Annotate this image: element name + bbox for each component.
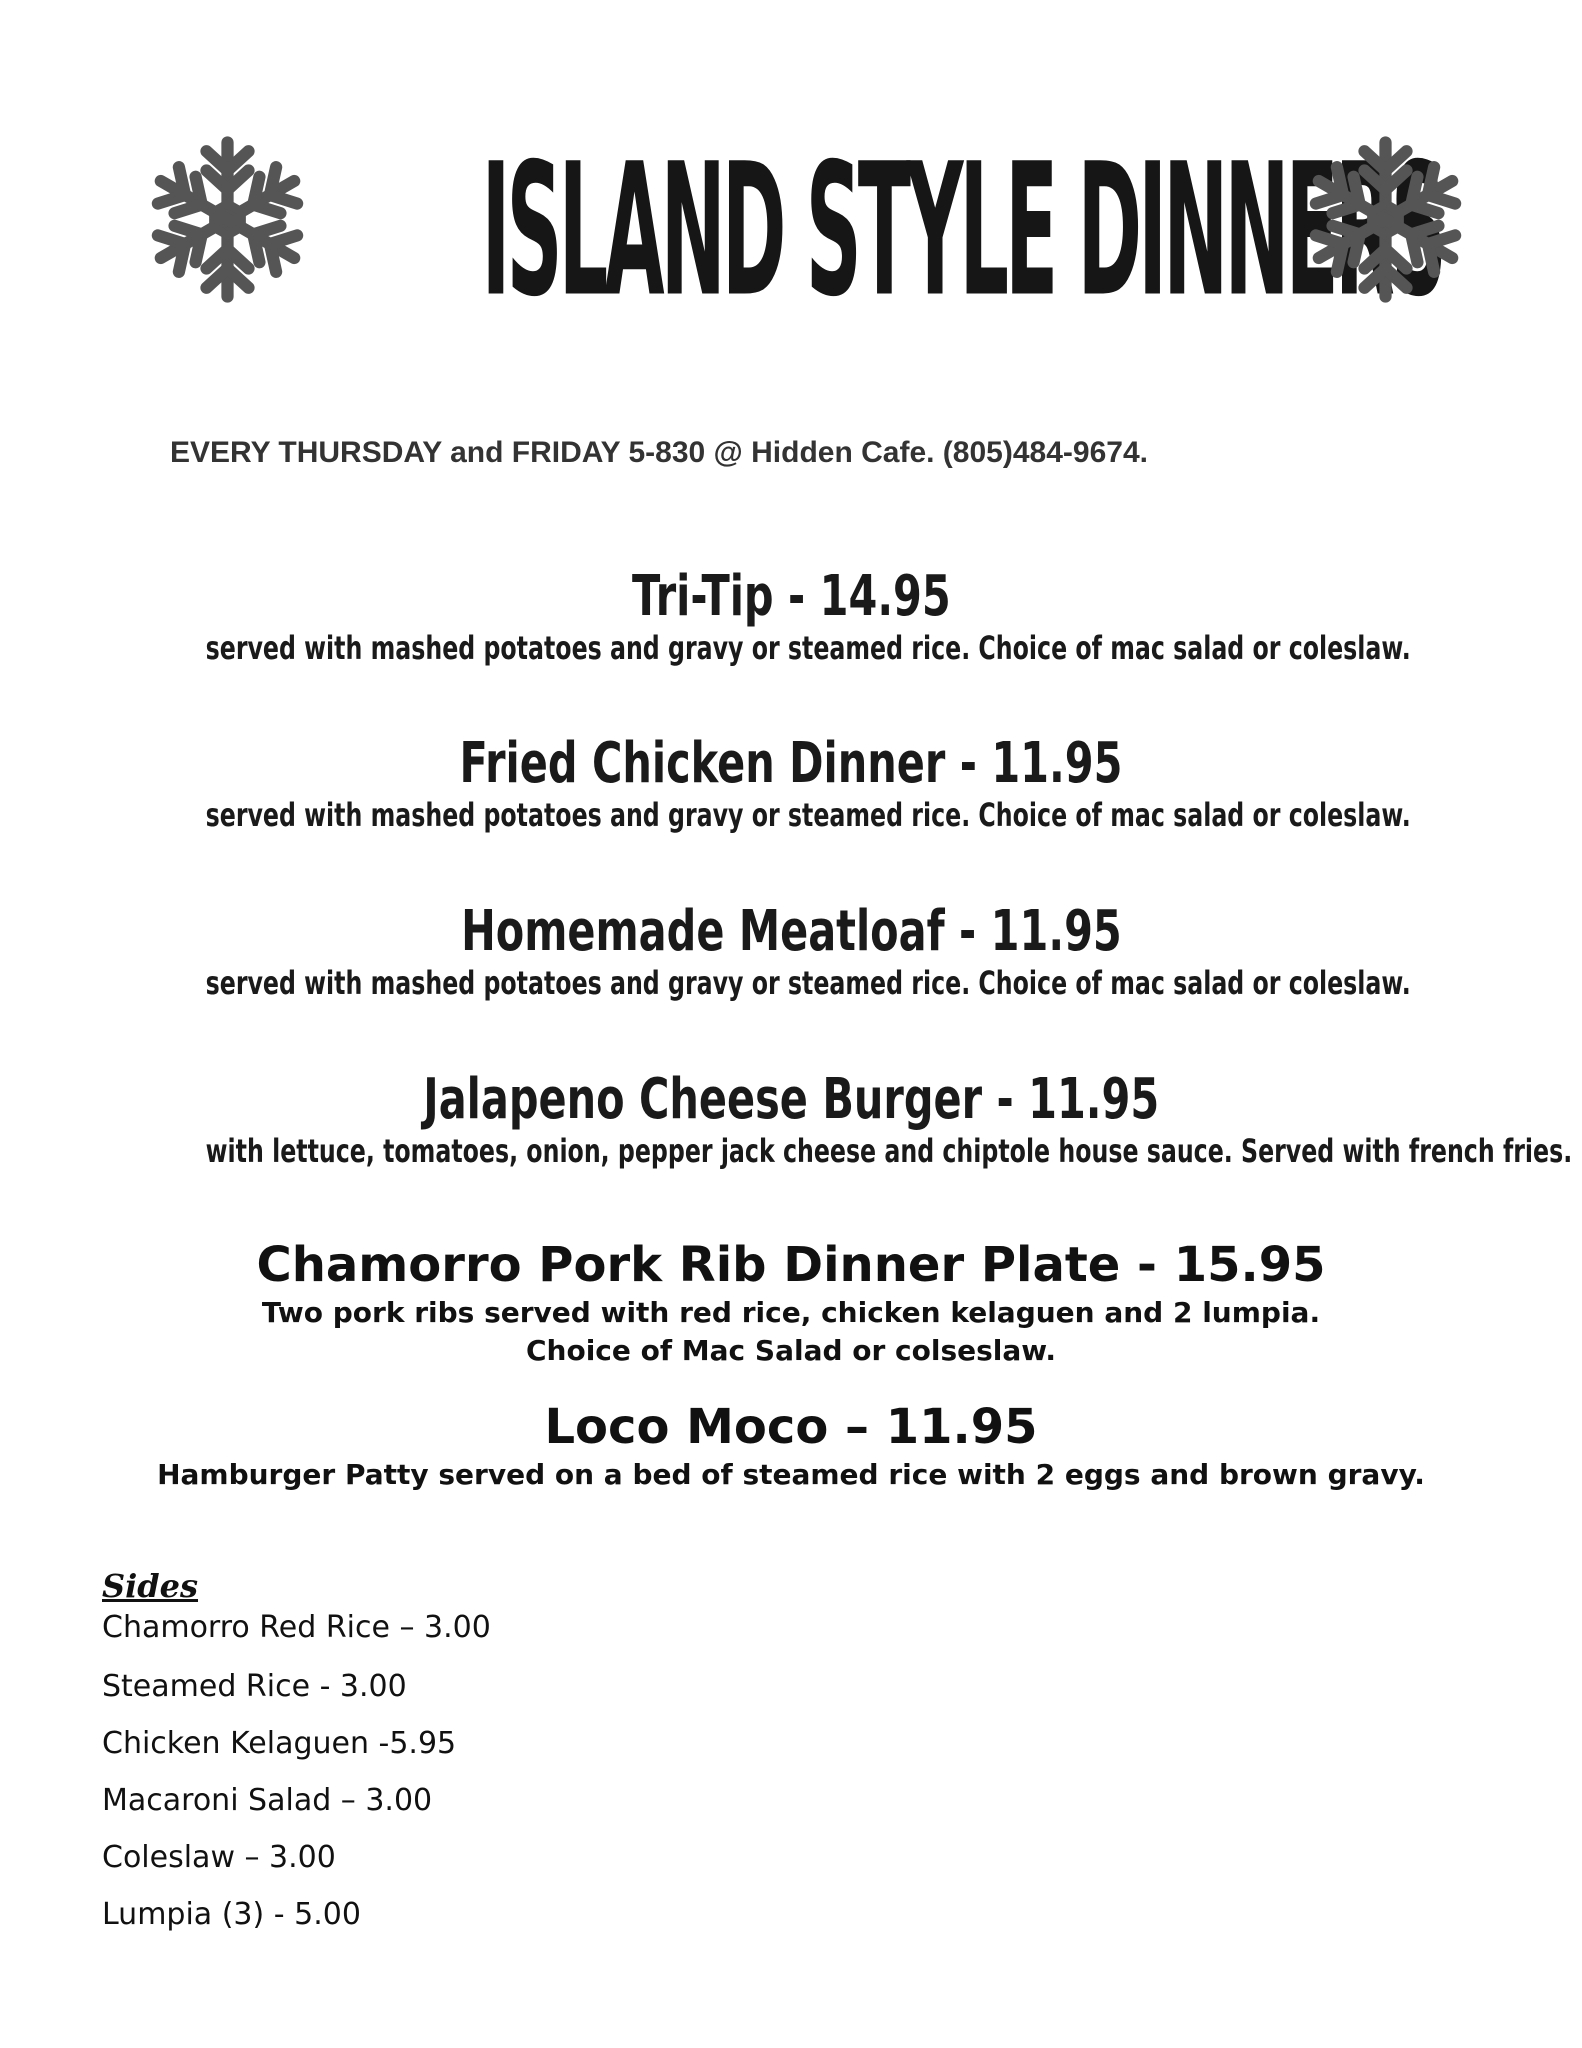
menu-item-chamorro-pork-rib <box>0 1236 1582 1370</box>
sides-heading: Sides <box>102 1567 199 1605</box>
sides-list <box>102 1606 802 1943</box>
menu-item-name: Chamorro Pork Rib Dinner Plate - 15.95 <box>256 1237 1326 1293</box>
menu-item-description: served with mashed potatoes and gravy or steamed rice. Choice of mac salad or coleslaw. <box>205 796 1411 834</box>
hours-and-phone: EVERY THURSDAY and FRIDAY 5-830 @ Hidden Cafe. (805)484-9674. <box>170 436 1148 469</box>
menu-item-description: served with mashed potatoes and gravy or steamed rice. Choice of mac salad or coleslaw. <box>205 964 1411 1002</box>
menu-item-name: Tri-Tip - 14.95 <box>631 564 951 629</box>
menu-item-jalapeno-burger <box>0 1068 1582 1170</box>
menu-item-description: with lettuce, tomatoes, onion, pepper jack cheese and chiptole house sauce. Served with french fries. <box>205 1132 1573 1170</box>
side-item: Steamed Rice - 3.00 <box>102 1669 407 1704</box>
sides-section <box>102 1566 802 1943</box>
menu-item-loco-moco <box>0 1398 1582 1494</box>
menu-item-meatloaf <box>0 900 1582 1002</box>
menu-item-name: Homemade Meatloaf - 11.95 <box>460 899 1122 964</box>
menu-item-tri-tip <box>0 565 1582 667</box>
menu-item-description: served with mashed potatoes and gravy or steamed rice. Choice of mac salad or coleslaw. <box>205 629 1411 667</box>
menu-item-description: Two pork ribs served with red rice, chicken kelaguen and 2 lumpia. <box>261 1296 1321 1329</box>
menu-item-description: Hamburger Patty served on a bed of steamed rice with 2 eggs and brown gravy. <box>157 1458 1425 1491</box>
side-item: Chicken Kelaguen -5.95 <box>102 1726 457 1761</box>
side-item: Chamorro Red Rice – 3.00 <box>102 1610 491 1645</box>
side-item: Lumpia (3) - 5.00 <box>102 1897 361 1932</box>
menu-item-fried-chicken <box>0 732 1582 834</box>
snowflake-icon <box>1298 132 1473 307</box>
menu-header <box>0 120 1582 340</box>
menu-item-name: Fried Chicken Dinner - 11.95 <box>459 731 1123 796</box>
side-item: Coleslaw – 3.00 <box>102 1840 336 1875</box>
side-item: Macaroni Salad – 3.00 <box>102 1783 433 1818</box>
menu-item-description-line-2: Choice of Mac Salad or colseslaw. <box>525 1334 1057 1367</box>
menu-title: ISLAND STYLE DINNERS <box>481 123 1443 337</box>
snowflake-icon <box>140 132 315 307</box>
menu-item-name: Jalapeno Cheese Burger - 11.95 <box>423 1067 1159 1132</box>
menu-item-name: Loco Moco – 11.95 <box>544 1399 1038 1455</box>
